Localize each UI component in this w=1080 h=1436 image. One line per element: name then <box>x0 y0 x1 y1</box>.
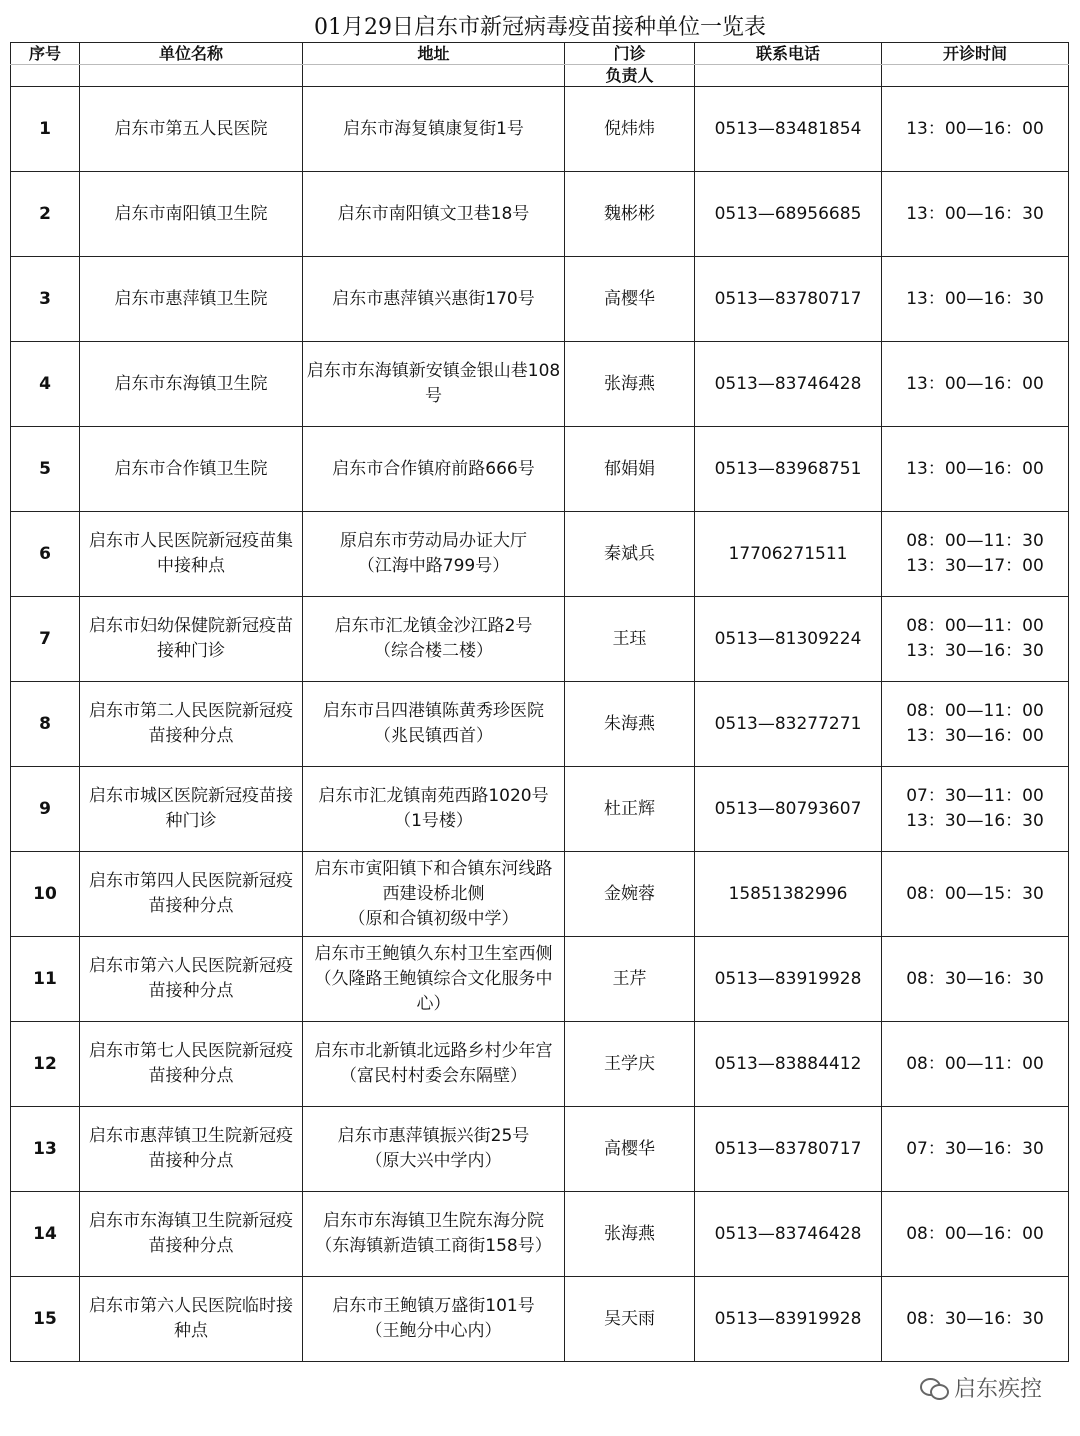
cell-line: 启东市北新镇北远路乡村少年宫 <box>314 1041 553 1061</box>
cell-unit <box>80 342 303 427</box>
header-clinic: 门诊 <box>565 43 695 65</box>
table-row <box>11 597 1069 682</box>
cell-address <box>303 682 565 767</box>
cell-line: 07：30—16：30 <box>906 1138 1044 1159</box>
cell-line: 13：30—17：00 <box>906 556 1044 576</box>
cell-phone: 0513—83780717 <box>695 1107 882 1192</box>
cell-line: 种门诊 <box>165 811 217 831</box>
cell-line: 08：00—11：00 <box>906 1053 1044 1074</box>
cell-hours <box>882 342 1069 427</box>
cell-manager: 高樱华 <box>565 1107 695 1192</box>
cell-line: （综合楼二楼） <box>374 641 493 661</box>
cell-seq: 2 <box>11 172 80 257</box>
table-row <box>11 257 1069 342</box>
cell-line: 08：00—11：00 <box>906 701 1044 721</box>
cell-line: 13：00—16：00 <box>906 373 1044 394</box>
cell-phone: 0513—68956685 <box>695 172 882 257</box>
cell-address <box>303 767 565 852</box>
cell-seq: 14 <box>11 1192 80 1277</box>
table-row <box>11 172 1069 257</box>
watermark <box>920 1372 1042 1403</box>
cell-seq: 12 <box>11 1022 80 1107</box>
cell-address <box>303 1107 565 1192</box>
cell-manager: 朱海燕 <box>565 682 695 767</box>
header-hours: 开诊时间 <box>882 43 1069 65</box>
cell-line: 08：00—15：30 <box>906 883 1044 904</box>
cell-seq: 13 <box>11 1107 80 1192</box>
watermark-text: 启东疾控 <box>953 1377 1042 1402</box>
cell-line: 13：00—16：00 <box>906 118 1044 139</box>
cell-line: 08：30—16：30 <box>906 1308 1044 1329</box>
cell-line: 13：30—16：30 <box>906 641 1044 661</box>
cell-line: 08：00—11：30 <box>906 531 1044 551</box>
cell-line: 13：00—16：30 <box>906 288 1044 309</box>
cell-seq: 8 <box>11 682 80 767</box>
cell-line: 苗接种分点 <box>148 1066 234 1086</box>
cell-line: 启东市合作镇卫生院 <box>114 458 268 479</box>
vaccination-sites-table <box>10 42 1069 1362</box>
cell-hours <box>882 87 1069 172</box>
cell-unit <box>80 87 303 172</box>
table-row <box>11 682 1069 767</box>
cell-line: 苗接种分点 <box>148 896 234 916</box>
cell-seq: 6 <box>11 512 80 597</box>
cell-phone: 0513—83968751 <box>695 427 882 512</box>
wechat-icon <box>920 1376 948 1400</box>
cell-address <box>303 852 565 937</box>
cell-phone: 0513—83277271 <box>695 682 882 767</box>
cell-unit <box>80 1192 303 1277</box>
cell-line: （江海中路799号） <box>357 556 510 576</box>
cell-line: 苗接种分点 <box>148 726 234 746</box>
header-row-2 <box>11 65 1069 87</box>
cell-line: 08：00—11：00 <box>906 616 1044 636</box>
header-blank <box>695 65 882 87</box>
cell-line: 13：30—16：30 <box>906 811 1044 831</box>
cell-line: 启东市妇幼保健院新冠疫苗 <box>89 616 293 636</box>
cell-line: 启东市第六人民医院新冠疫 <box>89 956 293 976</box>
cell-line: 启东市第四人民医院新冠疫 <box>89 871 293 891</box>
cell-hours <box>882 512 1069 597</box>
cell-unit <box>80 1107 303 1192</box>
cell-manager: 杜正辉 <box>565 767 695 852</box>
cell-line: 接种门诊 <box>157 641 225 661</box>
cell-unit <box>80 427 303 512</box>
cell-unit <box>80 1022 303 1107</box>
cell-line: 13：00—16：00 <box>906 458 1044 479</box>
cell-line: 启东市王鲍镇久东村卫生室西侧 <box>314 943 553 964</box>
cell-manager: 倪炜炜 <box>565 87 695 172</box>
cell-seq: 11 <box>11 937 80 1022</box>
cell-phone: 0513—83919928 <box>695 937 882 1022</box>
cell-address <box>303 427 565 512</box>
header-blank <box>303 65 565 87</box>
cell-address <box>303 87 565 172</box>
cell-seq: 5 <box>11 427 80 512</box>
cell-line: （东海镇新造镇工商街158号） <box>315 1236 552 1256</box>
cell-unit <box>80 257 303 342</box>
cell-unit <box>80 172 303 257</box>
cell-line: 启东市惠萍镇振兴街25号 <box>337 1126 530 1146</box>
cell-line: 13：00—16：30 <box>906 203 1044 224</box>
cell-hours <box>882 937 1069 1022</box>
cell-line: 苗接种分点 <box>148 1151 234 1171</box>
cell-unit <box>80 937 303 1022</box>
cell-line: 启东市第二人民医院新冠疫 <box>89 701 293 721</box>
cell-line: 启东市城区医院新冠疫苗接 <box>89 786 293 806</box>
cell-phone: 15851382996 <box>695 852 882 937</box>
cell-line: （1号楼） <box>394 811 473 831</box>
cell-line: 启东市惠萍镇兴惠街170号 <box>332 288 535 309</box>
table-row <box>11 852 1069 937</box>
cell-phone: 0513—83481854 <box>695 87 882 172</box>
cell-manager: 王学庆 <box>565 1022 695 1107</box>
cell-address <box>303 597 565 682</box>
cell-line: 启东市惠萍镇卫生院新冠疫 <box>89 1126 293 1146</box>
cell-line: （久隆路王鲍镇综合文化服务中 <box>314 968 553 989</box>
table-row <box>11 1192 1069 1277</box>
cell-manager: 张海燕 <box>565 1192 695 1277</box>
cell-manager: 王芹 <box>565 937 695 1022</box>
table-row <box>11 767 1069 852</box>
cell-address <box>303 1192 565 1277</box>
table-row <box>11 1107 1069 1192</box>
cell-manager: 秦斌兵 <box>565 512 695 597</box>
cell-unit <box>80 767 303 852</box>
cell-line: 西建设桥北侧 <box>382 883 485 904</box>
cell-line: 原启东市劳动局办证大厅 <box>340 531 527 551</box>
cell-manager: 郁娟娟 <box>565 427 695 512</box>
cell-line: （原和合镇初级中学） <box>348 908 519 929</box>
cell-line: 苗接种分点 <box>148 1236 234 1256</box>
cell-hours <box>882 257 1069 342</box>
cell-line: （兆民镇西首） <box>374 726 493 746</box>
cell-manager: 王珏 <box>565 597 695 682</box>
cell-hours <box>882 682 1069 767</box>
page-title: 01月29日启东市新冠病毒疫苗接种单位一览表 <box>314 15 766 40</box>
cell-hours <box>882 1192 1069 1277</box>
table-row <box>11 1022 1069 1107</box>
cell-line: 启东市汇龙镇南苑西路1020号 <box>318 786 549 806</box>
cell-manager: 吴天雨 <box>565 1277 695 1362</box>
cell-phone: 17706271511 <box>695 512 882 597</box>
cell-seq: 9 <box>11 767 80 852</box>
cell-line: 08：00—16：00 <box>906 1223 1044 1244</box>
cell-hours <box>882 1022 1069 1107</box>
cell-seq: 1 <box>11 87 80 172</box>
cell-address <box>303 1277 565 1362</box>
cell-address <box>303 172 565 257</box>
header-seq: 序号 <box>11 43 80 65</box>
cell-hours <box>882 597 1069 682</box>
table-row <box>11 342 1069 427</box>
cell-line: 08：30—16：30 <box>906 968 1044 989</box>
table-row <box>11 87 1069 172</box>
cell-seq: 3 <box>11 257 80 342</box>
cell-phone: 0513—83919928 <box>695 1277 882 1362</box>
cell-phone: 0513—81309224 <box>695 597 882 682</box>
cell-manager: 金婉蓉 <box>565 852 695 937</box>
cell-unit <box>80 1277 303 1362</box>
cell-hours <box>882 852 1069 937</box>
cell-hours <box>882 1277 1069 1362</box>
table-row <box>11 1277 1069 1362</box>
table-row <box>11 512 1069 597</box>
cell-hours <box>882 427 1069 512</box>
header-row <box>11 43 1069 65</box>
cell-unit <box>80 852 303 937</box>
cell-line: 启东市汇龙镇金沙江路2号 <box>334 616 533 636</box>
cell-line: 启东市第六人民医院临时接 <box>89 1296 293 1316</box>
cell-seq: 4 <box>11 342 80 427</box>
cell-line: 启东市王鲍镇万盛街101号 <box>332 1296 535 1316</box>
cell-unit <box>80 512 303 597</box>
cell-address <box>303 512 565 597</box>
cell-unit <box>80 597 303 682</box>
cell-line: 启东市东海镇卫生院新冠疫 <box>89 1211 293 1231</box>
cell-line: 苗接种分点 <box>148 981 234 1001</box>
cell-address <box>303 257 565 342</box>
cell-line: （原大兴中学内） <box>365 1151 502 1171</box>
header-manager: 负责人 <box>565 65 695 87</box>
cell-manager: 魏彬彬 <box>565 172 695 257</box>
cell-address <box>303 937 565 1022</box>
cell-phone: 0513—83780717 <box>695 257 882 342</box>
cell-seq: 10 <box>11 852 80 937</box>
cell-line: 启东市人民医院新冠疫苗集 <box>89 531 293 551</box>
cell-line: 启东市东海镇新安镇金银山巷108 <box>306 361 561 381</box>
cell-hours <box>882 767 1069 852</box>
header-unit: 单位名称 <box>80 43 303 65</box>
cell-hours <box>882 1107 1069 1192</box>
cell-line: 启东市第七人民医院新冠疫 <box>89 1041 293 1061</box>
cell-line: 中接种点 <box>157 556 225 576</box>
cell-line: 启东市寅阳镇下和合镇东河线路 <box>314 858 553 879</box>
cell-seq: 7 <box>11 597 80 682</box>
cell-phone: 0513—83746428 <box>695 342 882 427</box>
cell-line: 启东市东海镇卫生院东海分院 <box>323 1211 544 1231</box>
cell-manager: 高樱华 <box>565 257 695 342</box>
cell-line: 07：30—11：00 <box>906 786 1044 806</box>
cell-unit <box>80 682 303 767</box>
cell-line: 号 <box>425 386 442 406</box>
cell-address <box>303 342 565 427</box>
header-blank <box>80 65 303 87</box>
cell-line: 启东市第五人民医院 <box>114 118 268 139</box>
cell-line: 启东市东海镇卫生院 <box>114 373 268 394</box>
header-phone: 联系电话 <box>695 43 882 65</box>
header-address: 地址 <box>303 43 565 65</box>
cell-address <box>303 1022 565 1107</box>
cell-phone: 0513—83746428 <box>695 1192 882 1277</box>
cell-line: 启东市惠萍镇卫生院 <box>114 288 268 309</box>
table-row <box>11 427 1069 512</box>
table-row <box>11 937 1069 1022</box>
cell-line: 心） <box>416 993 451 1014</box>
cell-line: （富民村村委会东隔壁） <box>340 1066 527 1086</box>
cell-line: 13：30—16：00 <box>906 726 1044 746</box>
cell-line: 启东市南阳镇文卫巷18号 <box>337 203 530 224</box>
header-blank <box>11 65 80 87</box>
cell-phone: 0513—80793607 <box>695 767 882 852</box>
cell-phone: 0513—83884412 <box>695 1022 882 1107</box>
cell-manager: 张海燕 <box>565 342 695 427</box>
cell-line: 启东市吕四港镇陈黄秀珍医院 <box>323 701 544 721</box>
cell-line: 启东市海复镇康复街1号 <box>343 118 524 139</box>
cell-line: （王鲍分中心内） <box>365 1321 502 1341</box>
cell-hours <box>882 172 1069 257</box>
cell-line: 种点 <box>174 1321 208 1341</box>
cell-line: 启东市南阳镇卫生院 <box>114 203 268 224</box>
cell-line: 启东市合作镇府前路666号 <box>332 458 535 479</box>
header-blank <box>882 65 1069 87</box>
cell-seq: 15 <box>11 1277 80 1362</box>
